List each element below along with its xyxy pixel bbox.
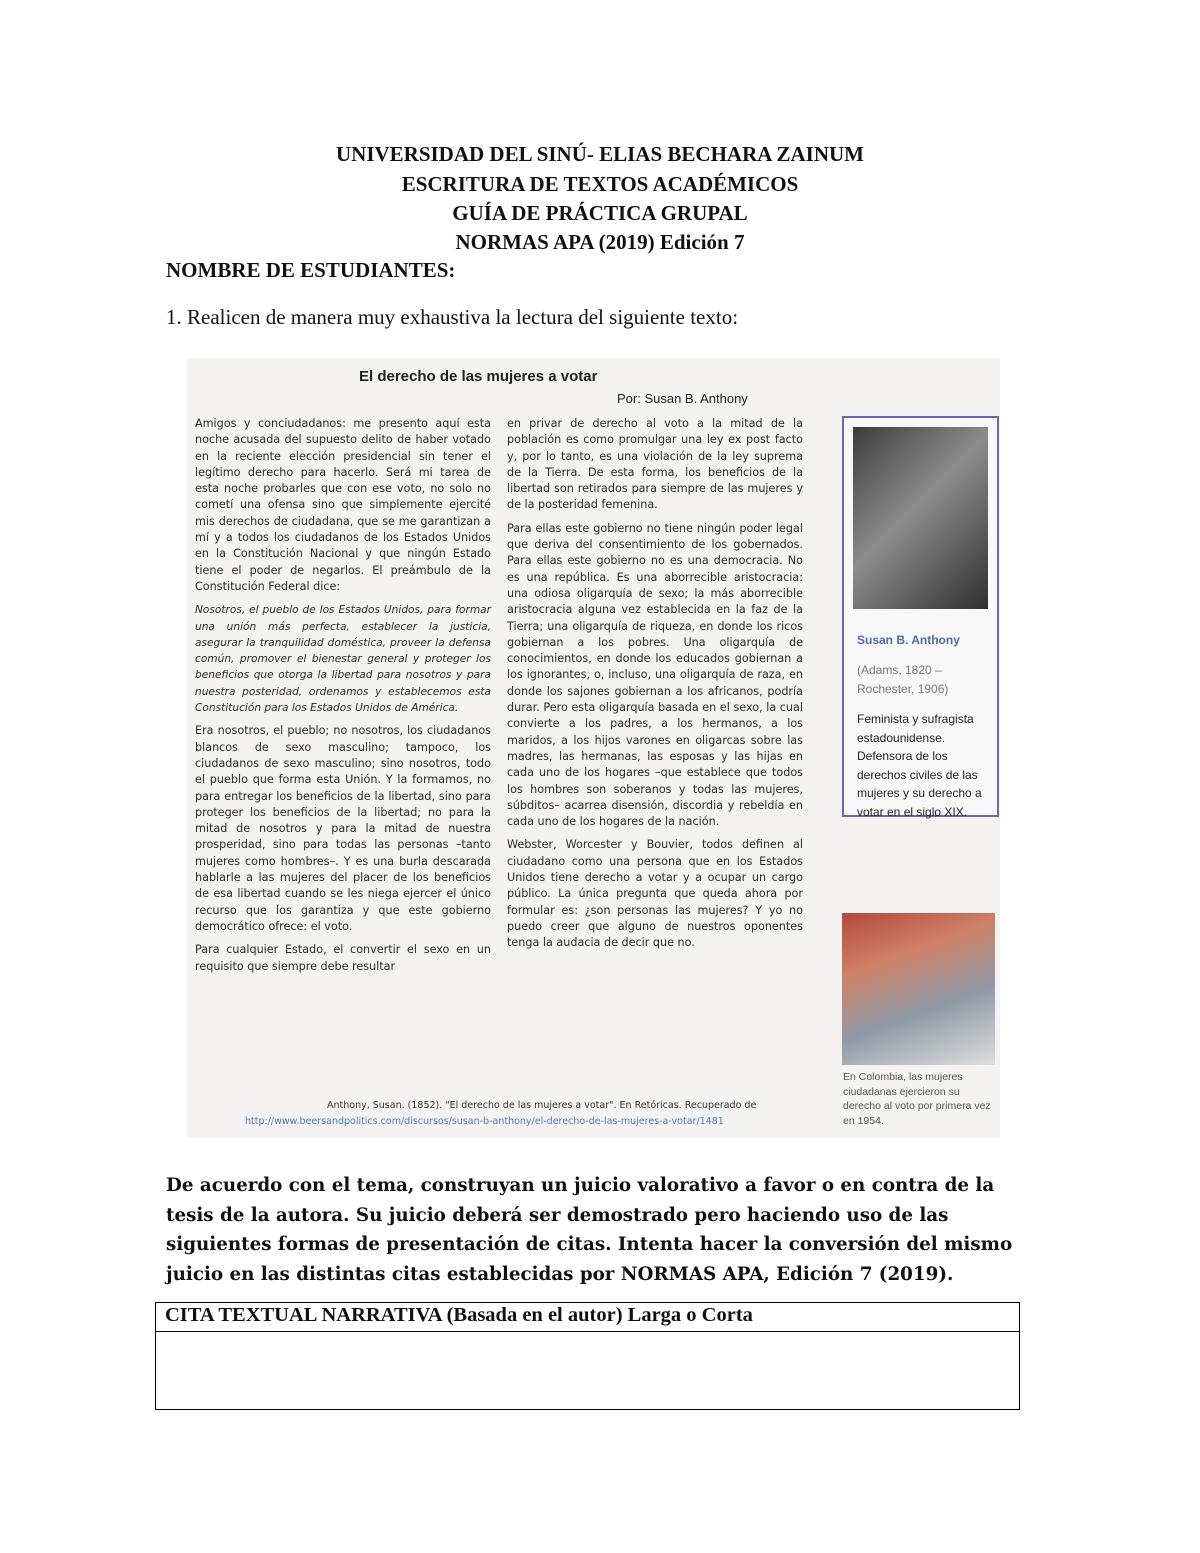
article-paragraph: Amigos y conciudadanos: me presento aquí esta noche acusada del supuesto delito de haber votado en la reciente elección presidencial sin tener el legítimo derecho para hacerlo. Será mi tarea de esta noche probarles que con ese voto, no solo no cometí una ofensa sino que simplemente ejercité mis derechos de ciudadana, que se me garantizan a mí y a todos los ciudadanos de los Estados Unidos en la Constitución Nacional y que ningún Estado tiene el poder de negarlos. El preámbulo de la Constitución Federal dice: [195,417,491,593]
article-paragraph: en privar de derecho al voto a la mitad de la población es como promulgar una ley ex post facto y, por lo tanto, es una violación de la ley suprema de la Tierra. De esta forma, los beneficios de la libertad son retirados para siempre de las mujeres y de la posteridad femenina. [507,417,803,512]
article-paragraph: Para ellas este gobierno no tiene ningún poder legal que deriva del consentimiento de los gobernados. Para ellas este gobierno no es una democracia. No es una república. Es una aborrecible aristocracia: una odiosa oligarquía de sexo; la más aborrecible aristocracia alguna vez establecida en la faz de la Tierra; una oligarquía de riqueza, en donde los ricos gobiernan a los pobres. Una oligarquía de conocimientos, en donde los educados gobiernan a los ignorantes, o, incluso, una oligarquía de raza, en donde los sajones gobiernan a los africanos, podría durar. Pero esta oligarquía basada en el sexo, la cual convierte a los padres, a los hermanos, a los maridos, a los hijos varones en oligarcas sobre las madres, las hermanas, las esposas y las hijas en cada uno de los hogares –que establece que todos los hombres son soberanos y todas las mujeres, súbditos– acarrea disensión, discordia y rebeldía en cada uno de los hogares de la nación. [507,521,803,829]
citation-table [155,1302,1020,1410]
author-portrait [853,427,988,609]
header-guide: GUÍA DE PRÁCTICA GRUPAL [452,201,748,225]
citation-table-header [156,1303,1019,1332]
scanned-article [187,358,1000,1138]
article-url: http://www.beersandpolitics.com/discursos/susan-b-anthony/el-derecho-de-las-mujeres-a-votar/1481 [245,1116,724,1127]
article-author: Por: Susan B. Anthony [617,391,748,406]
voting-photo-caption: En Colombia, las mujeres ciudadanas ejercieron su derecho al voto por primera vez en 1954. [843,1071,991,1127]
reading-instruction: 1. Realicen de manera muy exhaustiva la lectura del siguiente texto: [166,305,739,329]
sidebar-author-description: Feminista y sufragista estadounidense. Defensora de los derechos civiles de las mujeres y su derecho a votar en el siglo XIX. [857,712,982,819]
article-paragraph: Para cualquier Estado, el convertir el sexo en un requisito que siempre debe resultar [195,943,491,973]
article-reference: Anthony, Susan. (1852). "El derecho de las mujeres a votar". En Retóricas. Recuperado de [327,1100,757,1111]
citation-table-header-label: CITA TEXTUAL NARRATIVA (Basada en el autor) Larga o Corta [165,1304,753,1326]
task-prompt: De acuerdo con el tema, construyan un juicio valorativo a favor o en contra de la tesis de la autora. Su juicio deberá ser demostrado pero haciendo uso de las siguientes formas de presentación de citas. Intenta hacer la conversión del mismo juicio en las distintas citas establecidas por NORMAS APA, Edición 7 (2019). [166,1175,1013,1285]
header-norms: NORMAS APA (2019) Edición 7 [455,230,745,254]
article-paragraph: Webster, Worcester y Bouvier, todos definen al ciudadano como una persona que en los Estados Unidos tiene derecho a votar y a ocupar un cargo público. La única pregunta que queda ahora por formular es: ¿son personas las mujeres? Y yo no puedo creer que alguno de nuestros oponentes tenga la audacia de decir que no. [507,838,803,950]
voting-photo [842,913,995,1065]
author-sidebar [842,416,999,817]
sidebar-author-dates: (Adams, 1820 – Rochester, 1906) [857,663,949,696]
article-paragraph: Era nosotros, el pueblo; no nosotros, los ciudadanos blancos de sexo masculino; tampoco, los ciudadanos de sexo masculino; sino nosotros, todo el pueblo que forma esta Unión. Y la formamos, no para entregar los beneficios de la libertad, sino para proteger los beneficios de la libertad; no para la mitad de nosotros y para la mitad de nuestra prosperidad, sino para todas las personas –tanto mujeres como hombres–. Y es una burla descarada hablarle a las mujeres del placer de los beneficios de esa libertad cuando se les niega ejercer el único recurso que los garantiza y que este gobierno democrático ofrece: el voto. [195,724,491,933]
citation-answer-cell[interactable] [156,1332,1019,1409]
article-title: El derecho de las mujeres a votar [359,368,598,385]
article-column-left [195,416,491,982]
students-label: NOMBRE DE ESTUDIANTES: [166,258,456,282]
header-university: UNIVERSIDAD DEL SINÚ- ELIAS BECHARA ZAINUM [335,142,864,166]
article-column-right [507,416,803,959]
sidebar-author-name: Susan B. Anthony [857,633,960,647]
header-course: ESCRITURA DE TEXTOS ACADÉMICOS [401,172,799,196]
article-quote: Nosotros, el pueblo de los Estados Unidos, para formar una unión más perfecta, establecer la justicia, asegurar la tranquilidad doméstica, proveer la defensa común, promover el bienestar general y proteger los beneficios que otorga la libertad para nosotros y para nuestra posteridad, ordenamos y establecemos esta Constitución para los Estados Unidos de América. [195,604,491,715]
